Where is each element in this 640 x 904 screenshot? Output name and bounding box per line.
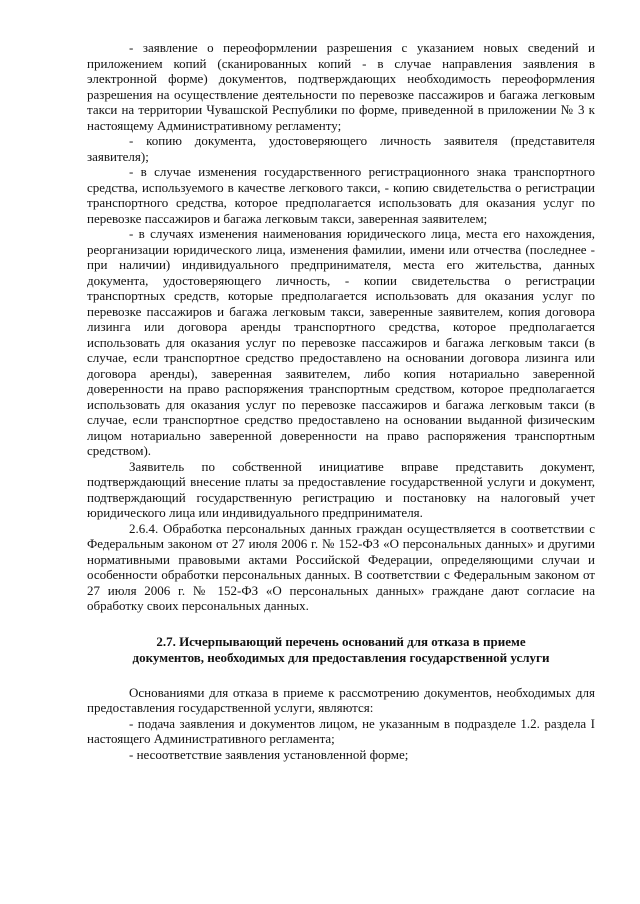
paragraph-identity-document: - копию документа, удостоверяющего личность заявителя (представителя заявителя); [87, 133, 595, 164]
paragraph-personal-data: 2.6.4. Обработка персональных данных граждан осуществляется в соответствии с Федеральным законом от 27 июля 2006 г. № 152-ФЗ «О персональных данных» и другими нормативными правовыми актами Российской Федерации, определяющими случаи и особенности обработки персональных данных. В соответствии с Федеральным законом от 27 июля 2006 г. № 152-ФЗ «О персональных данных» граждане дают согласие на обработку своих персональных данных. [87, 520, 595, 613]
paragraph-reissue-application: - заявление о переоформлении разрешения с указанием новых сведений и приложением копий (сканированных копий - в случае направления заявления в электронной форме) документов, подтверждающих необходимость переоформления разрешения на осуществление деятельности по перевозке пассажиров и багажа легковым такси на территории Чувашской Республики по форме, приведенной в приложении № 3 к настоящему Административному регламенту; [87, 40, 595, 133]
section-heading [87, 634, 595, 666]
paragraph-refusal-grounds: Основаниями для отказа в приеме к рассмотрению документов, необходимых для предоставления государственной услуги, являются: [87, 684, 595, 715]
paragraph-unauthorized-submitter: - подача заявления и документов лицом, не указанным в подразделе 1.2. раздела I настоящего Административного регламента; [87, 715, 595, 746]
paragraph-registration-plate-change: - в случае изменения государственного регистрационного знака транспортного средства, используемого в качестве легкового такси, - копию свидетельства о регистрации транспортного средства, которое предполагается использовать для оказания услуг по перевозке пассажиров и багажа легковым такси, заверенная заявителем; [87, 164, 595, 226]
paragraph-entity-changes: - в случаях изменения наименования юридического лица, места его нахождения, реорганизации юридического лица, изменения фамилии, имени или отчества (последнее - при наличии) индивидуального предпринимателя, места его жительства, данных документа, удостоверяющего личность, - копии свидетельства о регистрации транспортных средств, которые предполагается использовать для оказания услуг по перевозке пассажиров и багажа легковым такси, заверенные заявителем, копия договора лизинга или договора аренды транспортного средства, которое предполагается использовать для оказания услуг по перевозке пассажиров и багажа легковым такси (в случае, если транспортное средство предоставлено на основании договора лизинга или договора аренды), заверенная заявителем, либо копия нотариально заверенной доверенности на право распоряжения транспортным средством, которое предполагается использовать для оказания услуг по перевозке пассажиров и багажа легковым такси (в случае, если транспортное средство предоставлено на основании выданной физическим лицом нотариально заверенной доверенности на право распоряжения транспортным средством). [87, 226, 595, 458]
paragraph-applicant-initiative: Заявитель по собственной инициативе вправе представить документ, подтверждающий внесение платы за предоставление государственной услуги и документ, подтверждающий государственную регистрацию и постановку на налоговый учет юридического лица или индивидуального предпринимателя. [87, 458, 595, 520]
paragraph-form-mismatch: - несоответствие заявления установленной форме; [129, 746, 409, 762]
section-heading-line-2: документов, необходимых для предоставления государственной услуги [132, 649, 550, 665]
document-page [87, 40, 595, 762]
section-heading-line-1: 2.7. Исчерпывающий перечень оснований для отказа в приеме [156, 633, 526, 649]
